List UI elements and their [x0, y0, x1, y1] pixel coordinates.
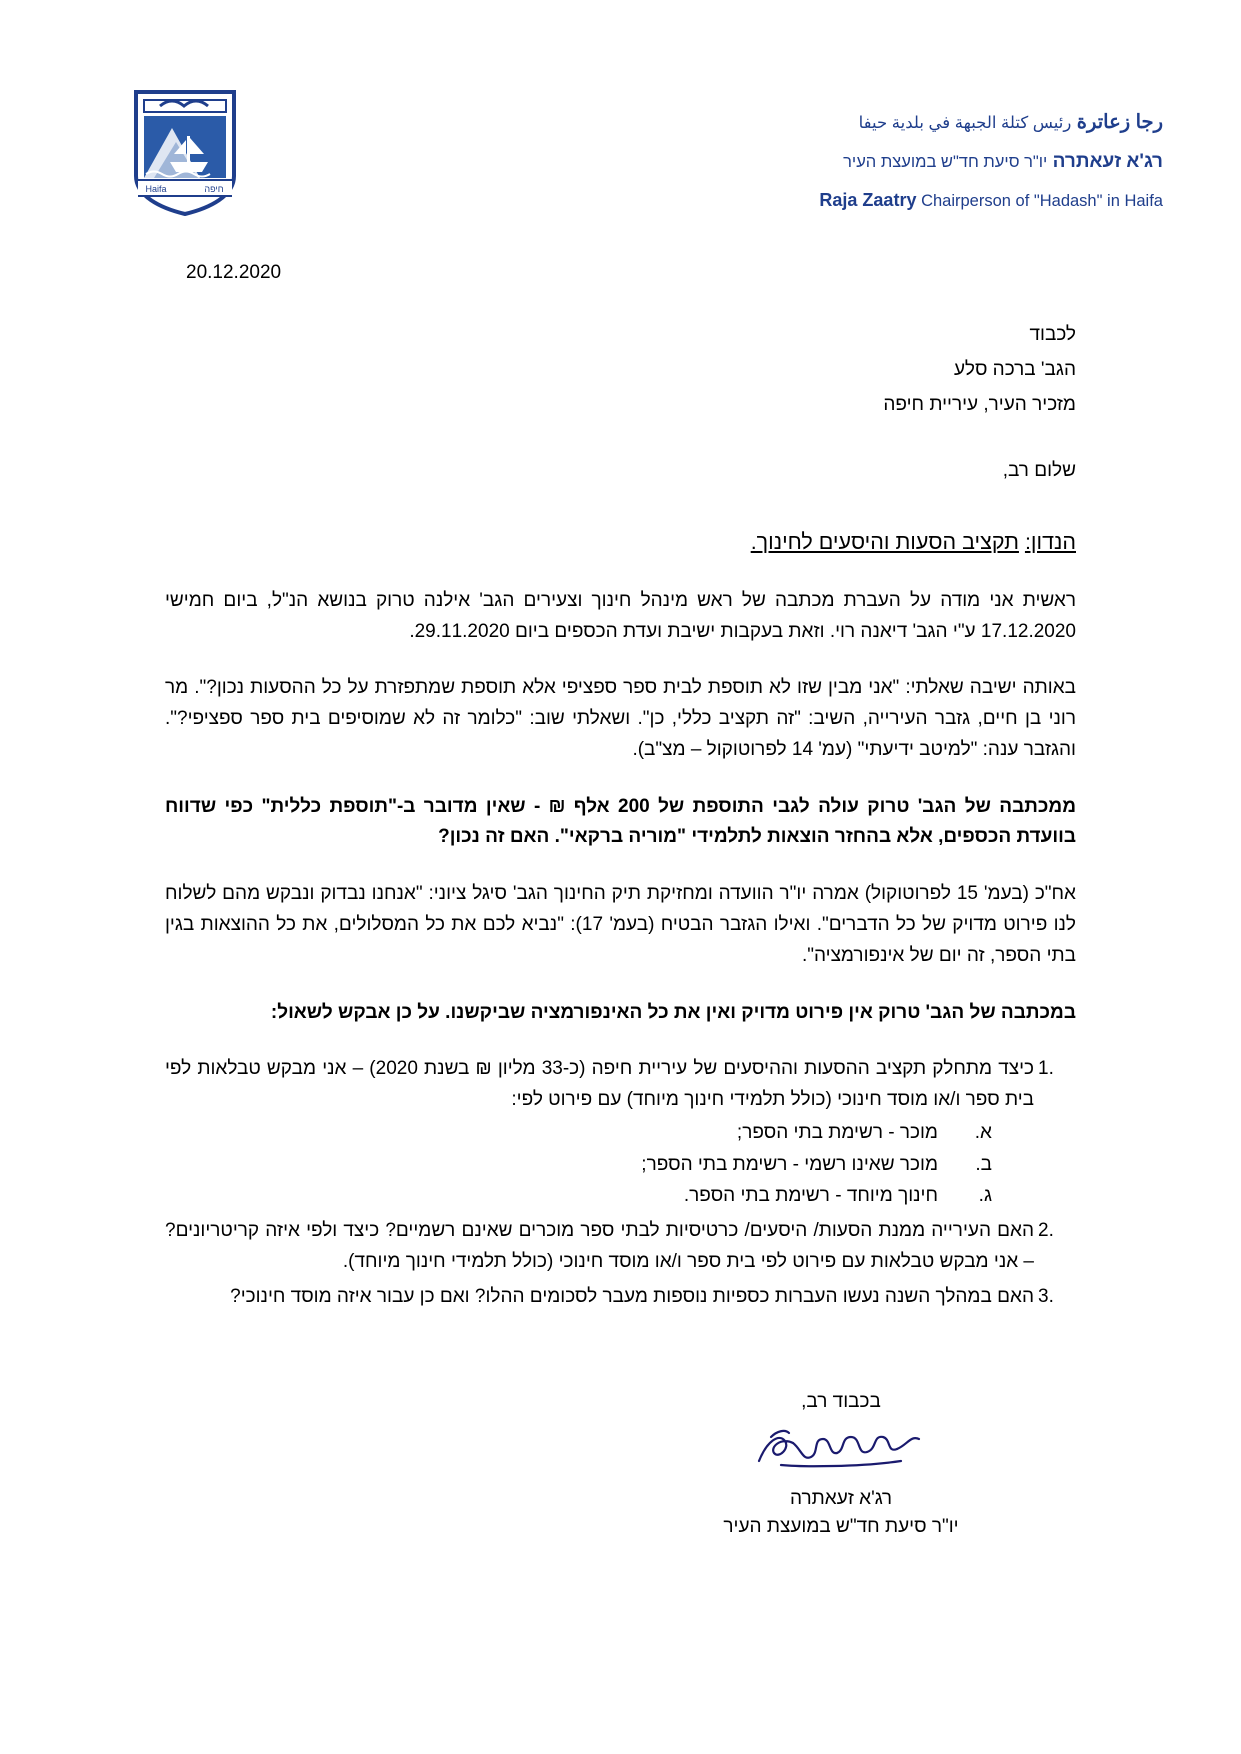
sub-list-item-number: א. — [974, 1121, 992, 1143]
paragraph-5: במכתבה של הגב' טרוק אין פירוט מדויק ואין את כל האינפורמציה שביקשנו. על כן אבקש לשאול: — [270, 1001, 1076, 1023]
letterhead-arabic-title: رئيس كتلة الجبهة في بلدية حيفا — [858, 114, 1072, 132]
crest-text-en: Haifa — [145, 184, 167, 194]
letter-body — [165, 320, 1076, 1331]
questions-list — [165, 1054, 1076, 1312]
paragraph-1: ראשית אני מודה על העברת מכתבה של ראש מינהל חינוך וצעירים הגב' אילנה טרוק בנושא הנ"ל, ביום חמישי 17.12.2020 ע"י הגב' דיאנה רוי. וזאת בעקבות ישיבת ועדת הכספים ביום 29.11.2020. — [165, 589, 1076, 642]
letterhead-hebrew-title: יו"ר סיעת חד"ש במועצת העיר — [843, 153, 1048, 171]
signatory-name: רג'א זעאתרה — [790, 1487, 892, 1509]
letterhead — [130, 84, 1163, 216]
list-item — [165, 1282, 1076, 1313]
list-item-number: 2. — [1038, 1220, 1054, 1242]
subject-prefix: הנדון: — [1024, 530, 1076, 555]
signatory-title: יו"ר סיעת חד"ש במועצת העיר — [723, 1516, 959, 1537]
list-item-text: האם במהלך השנה נעשו העברות כספיות נוספות מעבר לסכומים ההלו? ואם כן עבור איזה מוסד חינוכי? — [230, 1285, 1034, 1307]
subject-line — [165, 525, 1076, 560]
addressee-block — [165, 320, 1076, 420]
closing-regards: בכבוד רב, — [801, 1391, 881, 1412]
signature-block — [691, 1388, 991, 1542]
letterhead-english-line — [268, 190, 1163, 211]
addressee-line-2: הגב' ברכה סלע — [954, 358, 1076, 380]
list-item — [165, 1054, 1076, 1212]
handwritten-signature-image — [741, 1419, 941, 1481]
list-item-number: 1. — [1038, 1058, 1054, 1080]
sub-list-item-text: מוכר שאינו רשמי - רשימת בתי הספר; — [641, 1153, 938, 1175]
letterhead-arabic-line — [268, 110, 1163, 134]
list-item-text: כיצד מתחלק תקציב ההסעות וההיסעים של עיריית חיפה (כ-33 מליון ₪ בשנת 2020) – אני מבקש טבלאות לפי בית ספר ו/או מוסד חינוכי (כולל תלמידי חינוך מיוחד) עם פירוט לפי: — [165, 1058, 1034, 1111]
addressee-line-3: מזכיר העיר, עיריית חיפה — [883, 393, 1076, 415]
subject-text: תקציב הסעות והיסעים לחינוך. — [750, 530, 1019, 555]
sub-list-item-number: ב. — [975, 1153, 992, 1175]
sub-list — [165, 1118, 1034, 1212]
paragraph-4: אח"כ (בעמ' 15 לפרוטוקול) אמרה יו"ר הוועדה ומחזיקת תיק החינוך הגב' סיגל ציוני: "אנחנו נבדוק ונבקש מהם לשלוח לנו פירוט מדויק של כל הדברים". ואילו הגזבר הבטיח (בעמ' 17): "נביא לכם את כל המסלולים, את כל ההוצאות בגין בתי הספר, זה יום של אינפורמציה". — [165, 883, 1076, 966]
paragraph-2: באותה ישיבה שאלתי: "אני מבין שזו לא תוספת לבית ספר ספציפי אלא תוספת שמתפזרת על כל ההסעות נכון?". מר רוני בן חיים, גזבר העירייה, השיב: "זה תקציב כללי, כן". ושאלתי שוב: "כלומר זה לא שמוסיפים בית ספר ספציפי?". והגזבר ענה: "למיטב ידיעתי" (עמ' 14 לפרוטוקול – מצ"ב). — [165, 677, 1076, 760]
crest-text-he: חיפה — [204, 184, 224, 194]
paragraph-3: ממכתבה של הגב' טרוק עולה לגבי התוספת של 200 אלף ₪ - שאין מדובר ב-"תוספת כללית" כפי שדווח בוועדת הכספים, אלא בהחזר הוצאות לתלמידי "מוריה ברקאי". האם זה נכון? — [165, 795, 1076, 848]
letter-date: 20.12.2020 — [186, 262, 282, 283]
sub-list-item — [165, 1150, 1034, 1181]
letterhead-arabic-name: رجا زعاترة — [1076, 111, 1163, 133]
addressee-line-1: לכבוד — [1029, 324, 1076, 345]
list-item — [165, 1216, 1076, 1278]
sub-list-item-text: מוכר - רשימת בתי הספר; — [736, 1121, 938, 1143]
sub-list-item — [165, 1118, 1034, 1149]
letterhead-text — [268, 110, 1163, 211]
letterhead-english-title: Chairperson of "Hadash" in Haifa — [921, 192, 1163, 210]
haifa-municipality-crest-icon — [130, 84, 240, 216]
letterhead-hebrew-line — [268, 151, 1163, 173]
list-item-number: 3. — [1038, 1285, 1054, 1307]
list-item-text: האם העירייה ממנת הסעות/ היסעים/ כרטיסיות לבתי ספר מוכרים שאינם רשמיים? כיצד ולפי איזה קריטריונים? – אני מבקש טבלאות עם פירוט לפי בית ספר ו/או מוסד חינוכי (כולל תלמידי חינוך מיוחד). — [165, 1220, 1034, 1272]
letterhead-english-name: Raja Zaatry — [819, 190, 917, 210]
sub-list-item-number: ג. — [978, 1185, 992, 1207]
sub-list-item — [165, 1181, 1034, 1212]
sub-list-item-text: חינוך מיוחד - רשימת בתי הספר. — [683, 1185, 938, 1207]
greeting: שלום רב, — [1002, 460, 1076, 482]
letterhead-hebrew-name: רג'א זעאתרה — [1052, 151, 1163, 172]
